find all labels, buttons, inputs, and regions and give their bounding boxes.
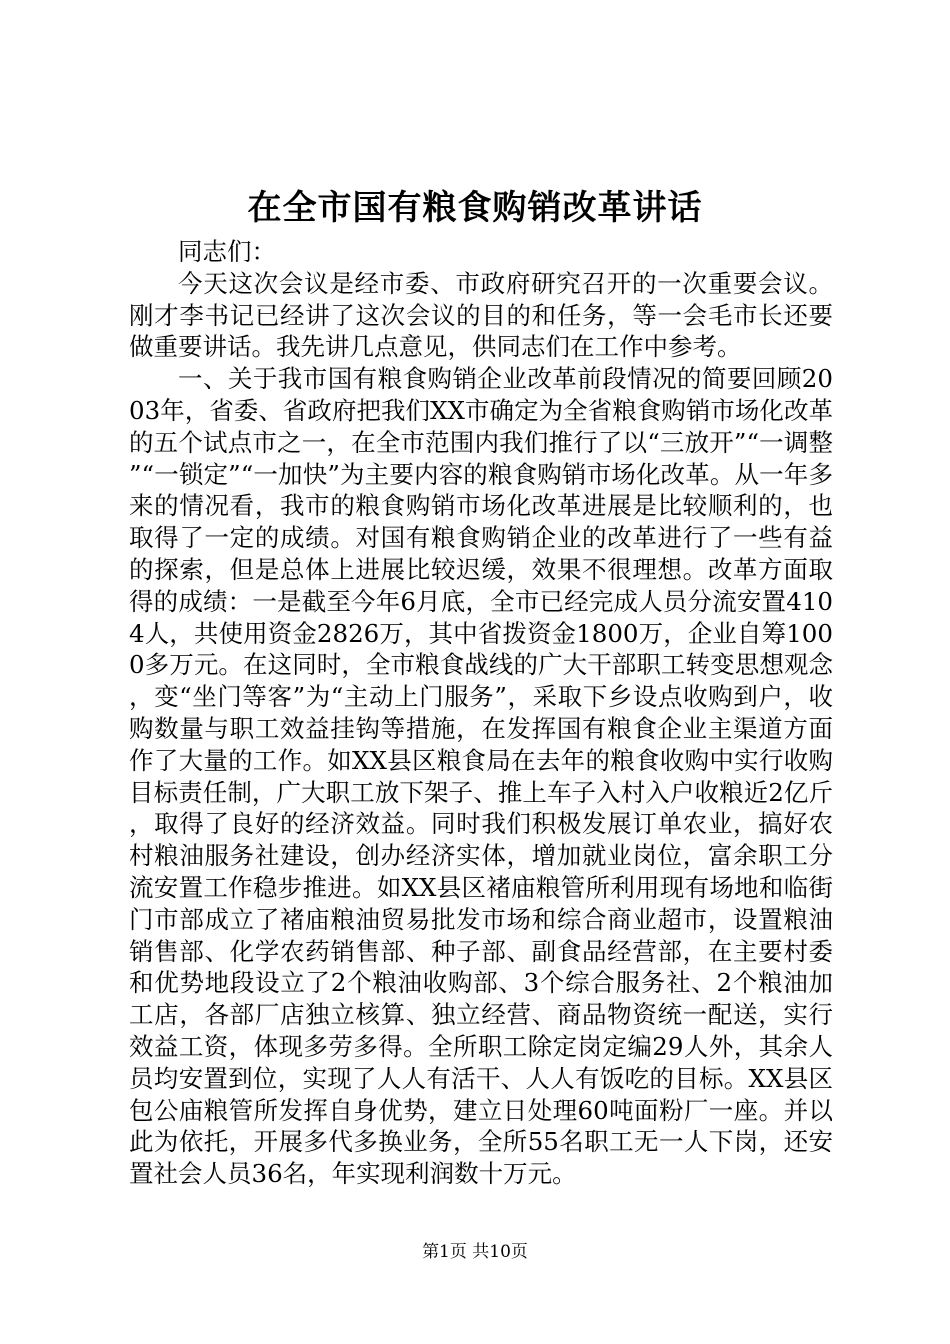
document-body bbox=[129, 236, 833, 1190]
page-title: 在全市国有粮食购销改革讲话 bbox=[247, 188, 703, 228]
body-paragraph-2: 一、关于我市国有粮食购销企业改革前段情况的简要回顾2003年，省委、省政府把我们XX市确定为全省粮食购销市场化改革的五个试点市之一，在全市范围内我们推行了以“三放开”“一调整”“一锁定”“一加快”为主要内容的粮食购销市场化改革。从一年多来的情况看，我市的粮食购销市场化改革进展是比较顺利的，也取得了一定的成绩。对国有粮食购销企业的改革进行了一些有益的探索，但是总体上进展比较迟缓，效果不很理想。改革方面取得的成绩：一是截至今年6月底，全市已经完成人员分流安置4104人，共使用资金2826万，其中省拨资金1800万，企业自筹1000多万元。在这同时，全市粮食战线的广大干部职工转变思想观念，变“坐门等客”为“主动上门服务”，采取下乡设点收购到户，收购数量与职工效益挂钩等措施，在发挥国有粮食企业主渠道方面作了大量的工作。如XX县区粮食局在去年的粮食收购中实行收购目标责任制，广大职工放下架子、推上车子入村入户收粮近2亿斤，取得了良好的经济效益。同时我们积极发展订单农业，搞好农村粮油服务社建设，创办经济实体，增加就业岗位，富余职工分流安置工作稳步推进。如XX县区褚庙粮管所利用现有场地和临街门市部成立了褚庙粮油贸易批发市场和综合商业超市，设置粮油销售部、化学农药销售部、种子部、副食品经营部，在主要村委和优势地段设立了2个粮油收购部、3个综合服务社、2个粮油加工店，各部厂店独立核算、独立经营、商品物资统一配送，实行效益工资，体现多劳多得。全所职工除定岗定编29人外，其余人员均安置到位，实现了人人有活干、人人有饭吃的目标。XX县区包公庙粮管所发挥自身优势，建立日处理60吨面粉厂一座。并以此为依托，开展多代多换业务，全所55名职工无一人下岗，还安置社会人员36名，年实现利润数十万元。 bbox=[129, 364, 833, 1189]
page-number-footer: 第1页 共10页 bbox=[422, 1242, 528, 1262]
salutation-paragraph: 同志们： bbox=[178, 237, 276, 266]
body-paragraph-1: 今天这次会议是经市委、市政府研究召开的一次重要会议。刚才李书记已经讲了这次会议的目的和任务，等一会毛市长还要做重要讲话。我先讲几点意见，供同志们在工作中参考。 bbox=[129, 268, 833, 362]
